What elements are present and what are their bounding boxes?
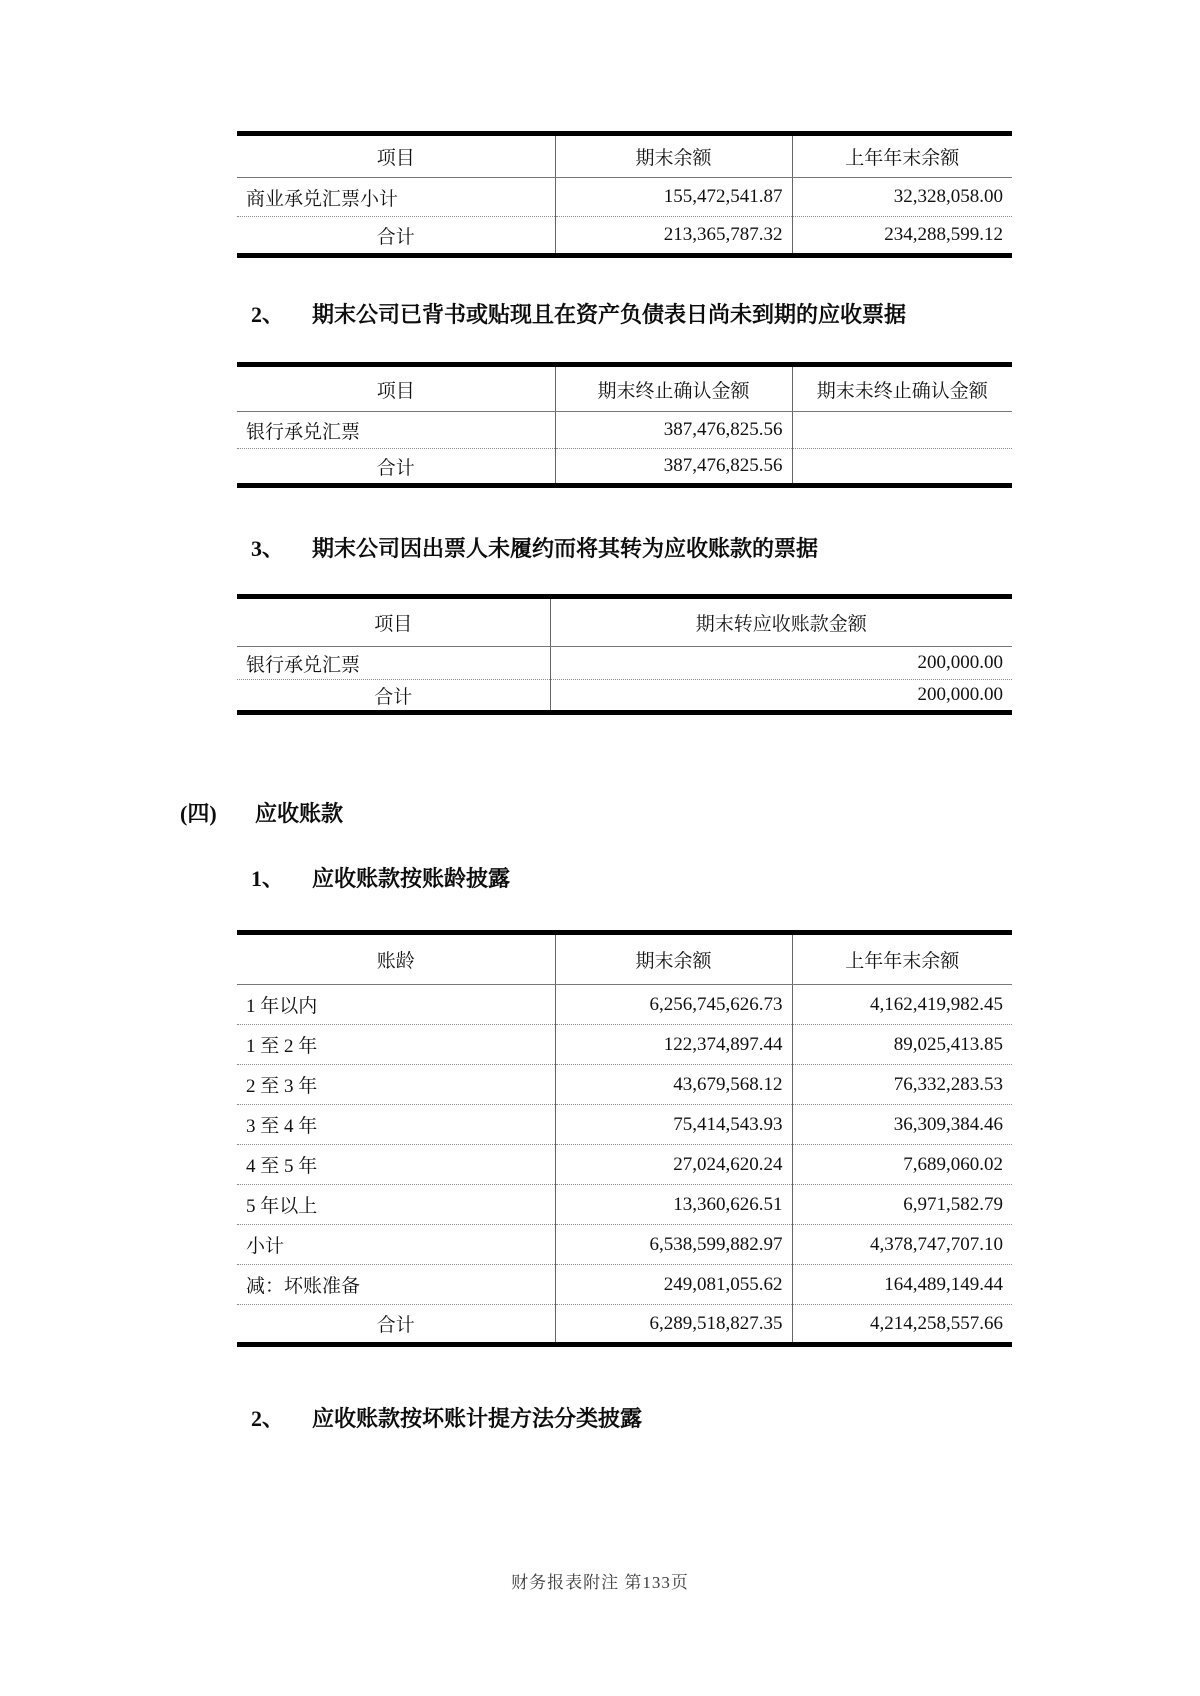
table-header-row bbox=[237, 933, 1012, 985]
table-row bbox=[237, 1065, 1012, 1105]
cell-label: 合计 bbox=[374, 686, 413, 708]
column-header-transfer-amount: 期末转应收账款金额 bbox=[550, 597, 1012, 647]
table-total-row bbox=[237, 449, 1012, 486]
table-row bbox=[237, 985, 1012, 1025]
cell-prior-balance: 164,489,149.44 bbox=[792, 1265, 1012, 1305]
column-header-not-derecognized: 期末未终止确认金额 bbox=[792, 365, 1012, 412]
table-row bbox=[237, 1265, 1012, 1305]
cell-label: 商业承兑汇票小计 bbox=[237, 178, 555, 217]
cell-end-balance: 27,024,620.24 bbox=[555, 1145, 792, 1185]
cell-end-balance: 75,414,543.93 bbox=[555, 1105, 792, 1145]
cell-label: 银行承兑汇票 bbox=[237, 412, 555, 449]
table-row bbox=[237, 1105, 1012, 1145]
cell-label: 银行承兑汇票 bbox=[237, 647, 550, 680]
cell-prior-balance: 234,288,599.12 bbox=[792, 217, 1012, 256]
cell-label: 合计 bbox=[376, 1315, 415, 1336]
section-heading-accounts-receivable bbox=[180, 797, 343, 828]
cell-prior-balance: 36,309,384.46 bbox=[792, 1105, 1012, 1145]
table-header-row bbox=[237, 365, 1012, 412]
cell-prior-balance: 76,332,283.53 bbox=[792, 1065, 1012, 1105]
cell-label: 小计 bbox=[237, 1225, 555, 1265]
section-number: 2、 bbox=[251, 1406, 285, 1431]
section-title: 应收账款按账龄披露 bbox=[312, 866, 511, 891]
section-title: 期末公司已背书或贴现且在资产负债表日尚未到期的应收票据 bbox=[312, 302, 907, 327]
cell-derecognized: 387,476,825.56 bbox=[555, 412, 792, 449]
cell-end-balance: 155,472,541.87 bbox=[555, 178, 792, 217]
cell-label: 5 年以上 bbox=[237, 1185, 555, 1225]
cell-label: 3 至 4 年 bbox=[237, 1105, 555, 1145]
table-row bbox=[237, 1145, 1012, 1185]
table-header-row bbox=[237, 597, 1012, 647]
table-row bbox=[237, 412, 1012, 449]
cell-prior-balance: 4,378,747,707.10 bbox=[792, 1225, 1012, 1265]
table-row bbox=[237, 1025, 1012, 1065]
section-heading-bad-debt-method bbox=[251, 1402, 642, 1433]
cell-label: 合计 bbox=[376, 457, 415, 479]
cell-prior-balance: 6,971,582.79 bbox=[792, 1185, 1012, 1225]
cell-label: 2 至 3 年 bbox=[237, 1065, 555, 1105]
cell-prior-balance: 4,162,419,982.45 bbox=[792, 985, 1012, 1025]
cell-prior-balance: 32,328,058.00 bbox=[792, 178, 1012, 217]
table-total-row bbox=[237, 217, 1012, 256]
table-row bbox=[237, 647, 1012, 680]
cell-not-derecognized bbox=[792, 412, 1012, 449]
transferred-bills-table bbox=[237, 594, 1012, 715]
cell-label: 合计 bbox=[376, 226, 415, 248]
page-footer: 财务报表附注 第133页 bbox=[511, 1573, 689, 1592]
cell-derecognized: 387,476,825.56 bbox=[555, 449, 792, 486]
section-heading-endorsed-bills bbox=[251, 298, 906, 329]
receivables-aging-table bbox=[237, 930, 1012, 1347]
cell-transfer-amount: 200,000.00 bbox=[550, 647, 1012, 680]
section-title: 应收账款按坏账计提方法分类披露 bbox=[312, 1406, 643, 1431]
cell-label: 1 年以内 bbox=[237, 985, 555, 1025]
cell-end-balance: 43,679,568.12 bbox=[555, 1065, 792, 1105]
section-title: 期末公司因出票人未履约而将其转为应收账款的票据 bbox=[312, 536, 819, 561]
cell-transfer-amount: 200,000.00 bbox=[550, 680, 1012, 713]
section-number: 3、 bbox=[251, 536, 285, 561]
cell-end-balance: 213,365,787.32 bbox=[555, 217, 792, 256]
table-row bbox=[237, 178, 1012, 217]
section-number: (四) bbox=[180, 801, 217, 826]
section-heading-defaulted-bills bbox=[251, 532, 818, 563]
cell-not-derecognized bbox=[792, 449, 1012, 486]
cell-label: 减：坏账准备 bbox=[237, 1265, 555, 1305]
endorsed-bills-table bbox=[237, 362, 1012, 488]
cell-end-balance: 6,289,518,827.35 bbox=[555, 1305, 792, 1345]
cell-prior-balance: 7,689,060.02 bbox=[792, 1145, 1012, 1185]
table-subtotal-row bbox=[237, 1225, 1012, 1265]
column-header-item: 项目 bbox=[237, 597, 550, 647]
column-header-aging: 账龄 bbox=[237, 933, 555, 985]
column-header-item: 项目 bbox=[237, 365, 555, 412]
section-heading-aging-disclosure bbox=[251, 862, 510, 893]
column-header-end-balance: 期末余额 bbox=[555, 933, 792, 985]
table-row bbox=[237, 1185, 1012, 1225]
cell-label: 4 至 5 年 bbox=[237, 1145, 555, 1185]
column-header-item: 项目 bbox=[237, 134, 555, 178]
section-number: 2、 bbox=[251, 302, 285, 327]
column-header-end-balance: 期末余额 bbox=[555, 134, 792, 178]
column-header-prior-balance: 上年年末余额 bbox=[792, 933, 1012, 985]
column-header-derecognized: 期末终止确认金额 bbox=[555, 365, 792, 412]
table-header-row bbox=[237, 134, 1012, 178]
cell-end-balance: 249,081,055.62 bbox=[555, 1265, 792, 1305]
bills-balance-table bbox=[237, 131, 1012, 258]
table-total-row bbox=[237, 680, 1012, 713]
cell-prior-balance: 89,025,413.85 bbox=[792, 1025, 1012, 1065]
cell-label: 1 至 2 年 bbox=[237, 1025, 555, 1065]
section-number: 1、 bbox=[251, 866, 285, 891]
table-total-row bbox=[237, 1305, 1012, 1345]
cell-end-balance: 6,538,599,882.97 bbox=[555, 1225, 792, 1265]
cell-end-balance: 122,374,897.44 bbox=[555, 1025, 792, 1065]
cell-end-balance: 13,360,626.51 bbox=[555, 1185, 792, 1225]
column-header-prior-balance: 上年年末余额 bbox=[792, 134, 1012, 178]
cell-prior-balance: 4,214,258,557.66 bbox=[792, 1305, 1012, 1345]
cell-end-balance: 6,256,745,626.73 bbox=[555, 985, 792, 1025]
section-title: 应收账款 bbox=[255, 801, 344, 826]
